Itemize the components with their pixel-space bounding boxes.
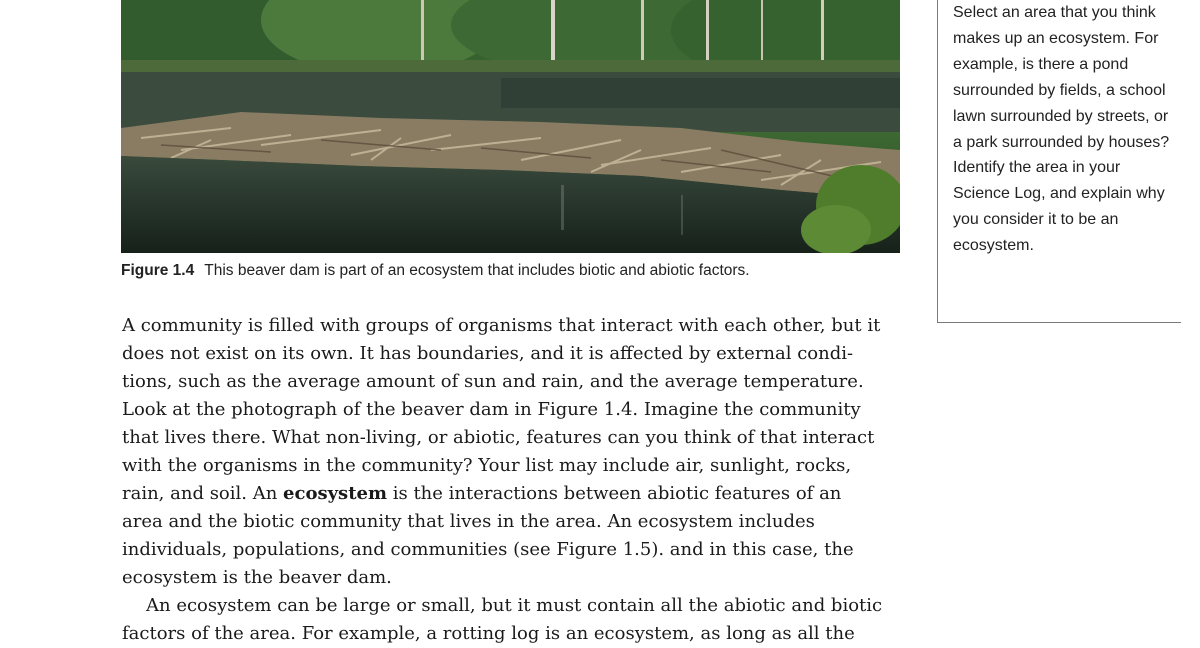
paragraph-2-line: An ecosystem can be large or small, but it must contain all the abiotic and biotic (146, 595, 883, 616)
line-text-after-term: is the interactions between abiotic features of an (387, 483, 842, 504)
figure-caption (121, 262, 901, 280)
paragraph-1-line: A community is filled with groups of organisms that interact with each other, but it (122, 315, 881, 336)
paragraph-2-line: factors of the area. For example, a rotting log is an ecosystem, as long as all the (122, 623, 855, 644)
paragraph-2 (122, 592, 912, 648)
paragraph-1-line: that lives there. What non-living, or abiotic, features can you think of that interact (122, 427, 875, 448)
paragraph-1-line: area and the biotic community that lives in the area. An ecosystem includes (122, 511, 815, 532)
paragraph-1-line: with the organisms in the community? Your list may include air, sunlight, rocks, (122, 455, 852, 476)
activity-sidebar (937, 0, 1181, 323)
sidebar-text: Select an area that you think makes up an ecosystem. For example, is there a pond surrounded by fields, a school lawn surrounded by streets, or a park surrounded by houses? Identify the area in your Science Log, and explain why you consider it to be an ecosystem. (953, 4, 1170, 255)
main-text (122, 312, 912, 648)
paragraph-1-line: ecosystem is the beaver dam. (122, 567, 392, 588)
paragraph-1-line: Look at the photograph of the beaver dam in Figure 1.4. Imagine the community (122, 399, 861, 420)
paragraph-1-line: does not exist on its own. It has boundaries, and it is affected by external condi- (122, 343, 854, 364)
figure-caption-text: This beaver dam is part of an ecosystem that includes biotic and abiotic factors. (204, 262, 750, 279)
ecosystem-term: ecosystem (283, 483, 388, 504)
paragraph-1 (122, 312, 912, 592)
paragraph-1-line (122, 480, 912, 508)
paragraph-1-line: tions, such as the average amount of sun and rain, and the average temperature. (122, 371, 864, 392)
line-text-before-term: rain, and soil. An (122, 483, 284, 504)
figure-label: Figure 1.4 (121, 262, 195, 279)
beaver-dam-photo (121, 0, 900, 253)
paragraph-1-line: individuals, populations, and communities (see Figure 1.5). and in this case, the (122, 539, 854, 560)
